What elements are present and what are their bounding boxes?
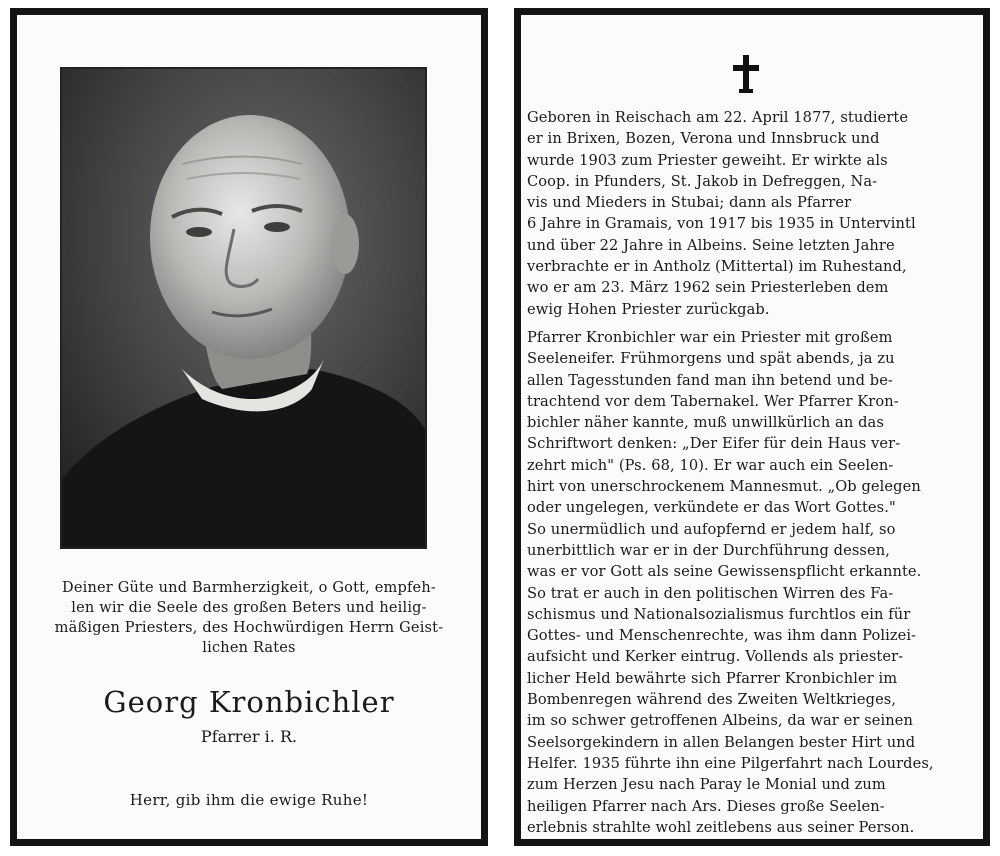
biography-line: zum Herzen Jesu nach Paray le Monial und zum	[527, 776, 886, 794]
biography-line: aufsicht und Kerker eintrug. Vollends als priester-	[527, 648, 904, 666]
biography-line: allen Tagesstunden fand man ihn betend und be-	[527, 371, 893, 389]
biography-line: 6 Jahre in Gramais, von 1917 bis 1935 in Untervintl	[527, 215, 916, 233]
biography-line: wurde 1903 zum Priester geweiht. Er wirkte als	[527, 151, 888, 169]
biography-line: was er vor Gott als seine Gewissenspflicht erkannte.	[527, 563, 922, 581]
biography-text	[527, 107, 975, 838]
portrait-illustration	[62, 69, 425, 547]
portrait-photo	[60, 67, 427, 549]
biography-line: schismus und Nationalsozialismus furchtlos ein für	[527, 605, 911, 623]
biography-line: vis und Mieders in Stubai; dann als Pfarrer	[527, 194, 852, 212]
biography-line: unerbittlich war er in der Durchführung dessen,	[527, 541, 890, 559]
dedication-line: lichen Rates	[202, 640, 296, 656]
biography-line: So unermüdlich und aufopfernd er jedem half, so	[527, 520, 896, 538]
dedication-line: Deiner Güte und Barmherzigkeit, o Gott, empfeh-	[62, 580, 436, 596]
biography-line: er in Brixen, Bozen, Verona und Innsbruck und	[527, 130, 880, 148]
biography-line: Helfer. 1935 führte ihn eine Pilgerfahrt nach Lourdes,	[527, 754, 934, 772]
biography-line: Gottes- und Menschenrechte, was ihm dann Polizei-	[527, 627, 917, 645]
deceased-title: Pfarrer i. R.	[200, 727, 298, 746]
biography-line: bichler näher kannte, muß unwillkürlich an das	[527, 414, 884, 432]
biography-line: verbrachte er in Antholz (Mittertal) im Ruhestand,	[527, 258, 907, 276]
biography-line: Seeleneifer. Frühmorgens und spät abends, ja zu	[527, 350, 895, 368]
biography-line: licher Held bewährte sich Pfarrer Kronbichler im	[527, 669, 898, 687]
biography-line: ewig Hohen Priester zurückgab.	[527, 300, 770, 318]
dedication-line: len wir die Seele des großen Beters und heilig-	[71, 600, 427, 616]
deceased-name: Georg Kronbichler	[103, 685, 395, 719]
memorial-card-back	[514, 8, 990, 846]
biography-line: im so schwer getroffenen Albeins, da war er seinen	[527, 712, 913, 730]
biography-paragraph	[527, 107, 975, 320]
biography-line: erlebnis strahlte wohl zeitlebens aus seiner Person.	[527, 818, 915, 836]
biography-line: wo er am 23. März 1962 sein Priesterleben dem	[527, 279, 889, 297]
biography-line: So trat er auch in den politischen Wirren des Fa-	[527, 584, 894, 602]
biography-line: heiligen Pfarrer nach Ars. Dieses große Seelen-	[527, 797, 885, 815]
biography-line: Coop. in Pfunders, St. Jakob in Defreggen, Na-	[527, 172, 878, 190]
biography-line: oder ungelegen, verkündete er das Wort Gottes."	[527, 499, 896, 517]
biography-line: trachtend vor dem Tabernakel. Wer Pfarrer Kron-	[527, 392, 899, 410]
biography-line: Geboren in Reischach am 22. April 1877, studierte	[527, 109, 909, 126]
biography-line: Schriftwort denken: „Der Eifer für dein Haus ver-	[527, 435, 901, 453]
biography-line: Bombenregen während des Zweiten Weltkrieges,	[527, 691, 897, 709]
biography-line: hirt von unerschrockenem Mannesmut. „Ob gelegen	[527, 478, 921, 496]
biography-line: Pfarrer Kronbichler war ein Priester mit großem	[527, 328, 893, 346]
dedication-line: mäßigen Priesters, des Hochwürdigen Herrn Geist-	[54, 620, 444, 636]
memorial-card-front	[10, 8, 488, 846]
biography-line: zehrt mich" (Ps. 68, 10). Er war auch ein Seelen-	[527, 456, 894, 474]
latin-cross-icon	[729, 53, 763, 95]
biography-paragraph	[527, 327, 975, 838]
biography-line: und über 22 Jahre in Albeins. Seine letzten Jahre	[527, 236, 895, 254]
prayer-text: Herr, gib ihm die ewige Ruhe!	[129, 791, 369, 809]
biography-line: Seelsorgekindern in allen Belangen bester Hirt und	[527, 733, 916, 751]
dedication-text	[31, 578, 467, 658]
